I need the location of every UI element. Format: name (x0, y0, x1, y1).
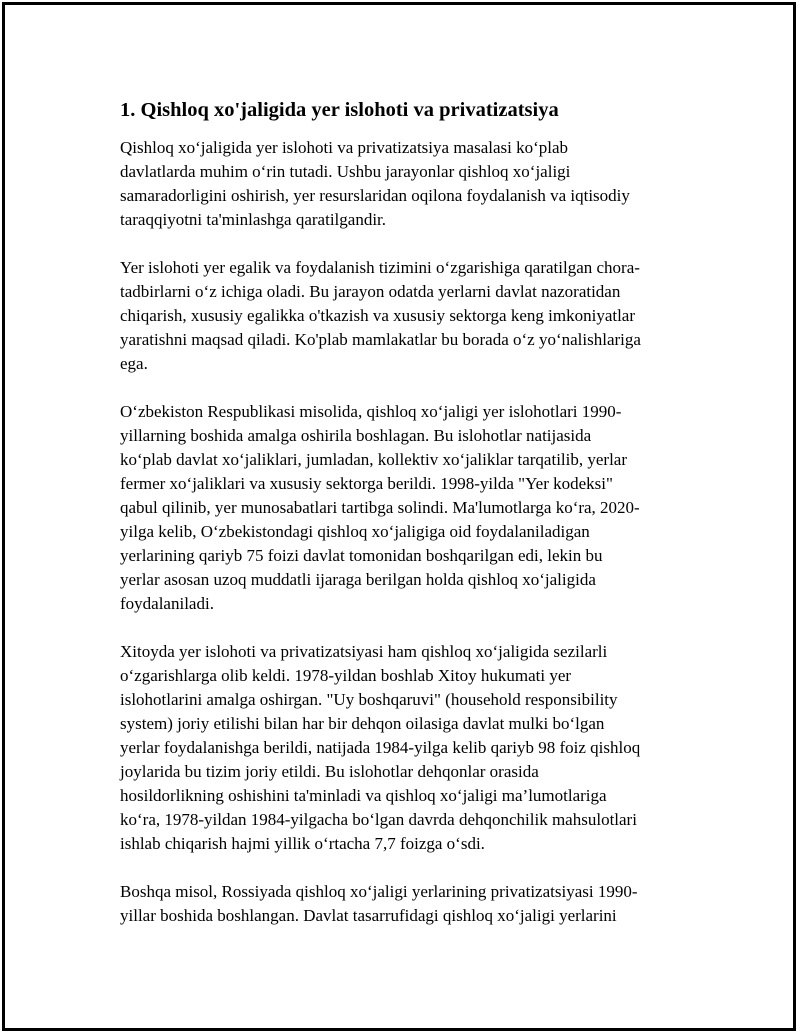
text-line: Qishloq xo‘jaligida yer islohoti va privatizatsiya masalasi ko‘plab (120, 138, 569, 157)
text-line: qabul qilinib, yer munosabatlari tartibga solindi. Ma'lumotlarga ko‘ra, 2020- (120, 498, 640, 517)
text-line: yilga kelib, O‘zbekistondagi qishloq xo‘jaligiga oid foydalaniladigan (120, 522, 590, 541)
text-line: joylarida bu tizim joriy etildi. Bu islohotlar dehqonlar orasida (120, 762, 539, 781)
text-line: chiqarish, xususiy egalikka o'tkazish va xususiy sektorga keng imkoniyatlar (120, 306, 636, 325)
page-title: 1. Qishloq xo'jaligida yer islohoti va privatizatsiya (120, 99, 559, 121)
text-line: foydalaniladi. (120, 594, 214, 613)
text-line: yillar boshida boshlangan. Davlat tasarrufidagi qishloq xo‘jaligi yerlarini (120, 906, 617, 925)
text-line: davlatlarda muhim o‘rin tutadi. Ushbu jarayonlar qishloq xo‘jaligi (120, 162, 571, 181)
text-line: yerlar foydalanishga berildi, natijada 1984-yilga kelib qariyb 98 foiz qishloq (120, 738, 641, 757)
text-line: hosildorlikning oshishini ta'minladi va qishloq xo‘jaligi ma’lumotlariga (120, 786, 607, 805)
text-line: system) joriy etilishi bilan har bir dehqon oilasiga davlat mulki bo‘lgan (120, 714, 605, 733)
text-line: yillarning boshida amalga oshirila boshlagan. Bu islohotlar natijasida (120, 426, 592, 445)
text-line: Yer islohoti yer egalik va foydalanish tizimini o‘zgarishiga qaratilgan chora- (120, 258, 640, 277)
text-line: samaradorligini oshirish, yer resurslaridan oqilona foydalanish va iqtisodiy (120, 186, 630, 205)
text-line: o‘zgarishlarga olib keldi. 1978-yildan boshlab Xitoy hukumati yer (120, 666, 572, 685)
text-line: yerlar asosan uzoq muddatli ijaraga berilgan holda qishloq xo‘jaligida (120, 570, 596, 589)
text-line: Xitoyda yer islohoti va privatizatsiyasi ham qishloq xo‘jaligida sezilarli (120, 642, 608, 661)
text-line: O‘zbekiston Respublikasi misolida, qishloq xo‘jaligi yer islohotlari 1990- (120, 402, 622, 421)
text-line: Boshqa misol, Rossiyada qishloq xo‘jaligi yerlarining privatizatsiyasi 1990- (120, 882, 638, 901)
text-line: tadbirlarni o‘z ichiga oladi. Bu jarayon odatda yerlarni davlat nazoratidan (120, 282, 621, 301)
text-line: ko‘ra, 1978-yildan 1984-yilgacha bo‘lgan davrda dehqonchilik mahsulotlari (120, 810, 637, 829)
paragraph-1 (120, 136, 690, 232)
paragraph-2 (120, 256, 690, 376)
text-line: ko‘plab davlat xo‘jaliklari, jumladan, kollektiv xo‘jaliklar tarqatilib, yerlar (120, 450, 628, 469)
text-line: ega. (120, 354, 148, 373)
text-line: islohotlarini amalga oshirgan. "Uy boshqaruvi" (household responsibility (120, 690, 618, 709)
text-line: ishlab chiqarish hajmi yillik o‘rtacha 7,7 foizga o‘sdi. (120, 834, 485, 853)
text-line: taraqqiyotni ta'minlashga qaratilgandir. (120, 210, 387, 229)
text-line: yerlarining qariyb 75 foizi davlat tomonidan boshqarilgan edi, lekin bu (120, 546, 603, 565)
text-line: fermer xo‘jaliklari va xususiy sektorga berildi. 1998-yilda "Yer kodeksi" (120, 474, 613, 493)
page-frame (2, 2, 796, 1031)
paragraph-5 (120, 880, 690, 928)
paragraph-4 (120, 640, 690, 856)
paragraph-3 (120, 400, 690, 616)
text-line: yaratishni maqsad qiladi. Ko'plab mamlakatlar bu borada o‘z yo‘nalishlariga (120, 330, 641, 349)
document-body (120, 97, 690, 952)
